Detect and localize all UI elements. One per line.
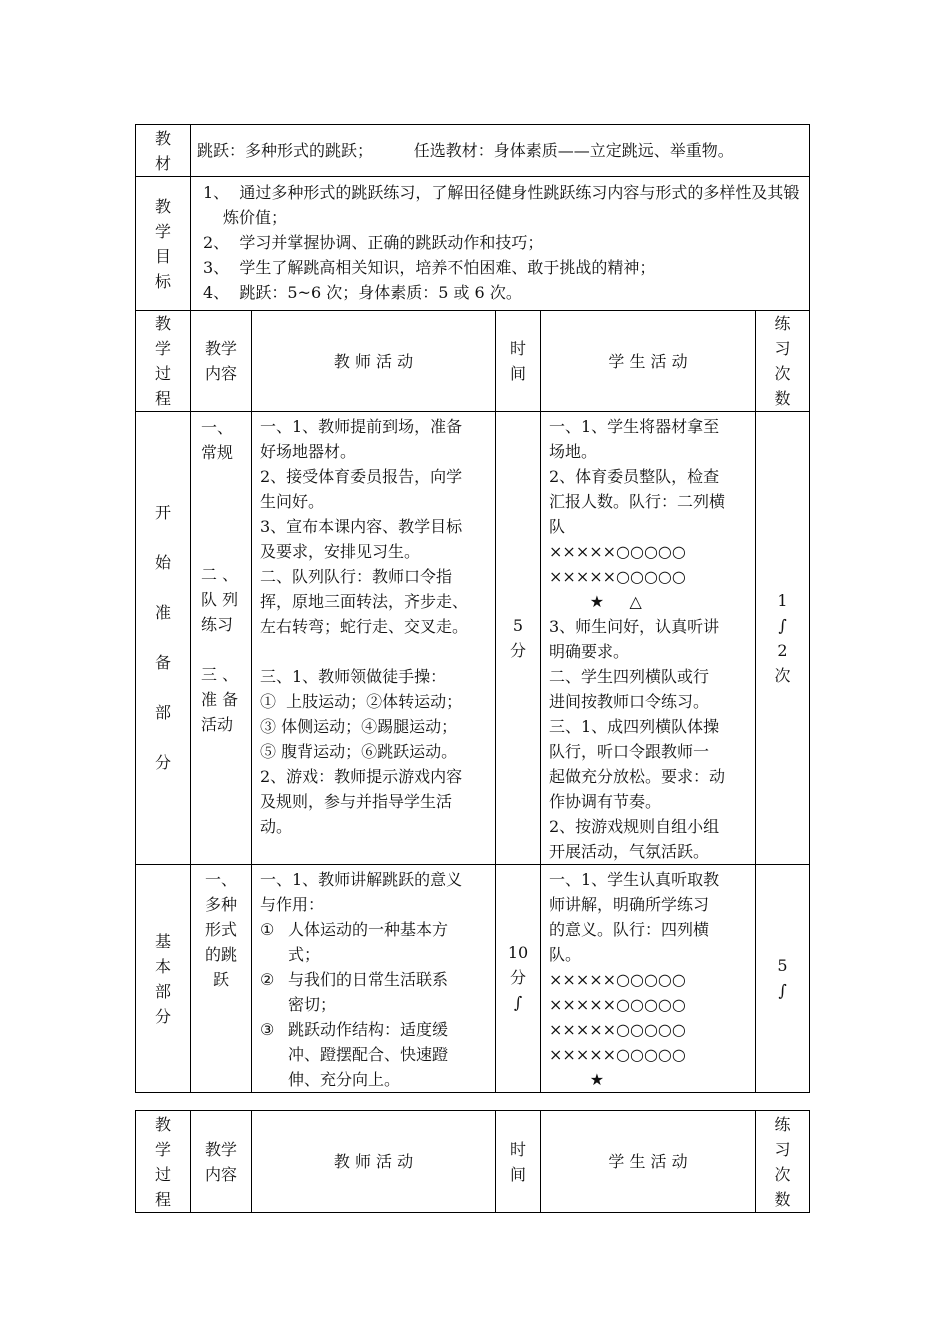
process-label: 教 学 过 程 [136, 311, 191, 412]
formation-row: ×××××○○○○○ [549, 542, 686, 561]
formation-markers: ★ [549, 1070, 605, 1089]
count-header: 练 习 次 数 [756, 311, 810, 412]
teacher-point: ② 与我们的日常生活联系 密切； [260, 970, 449, 1014]
basic-count: 5 ∫ [756, 865, 810, 1093]
time-header: 时 间 [496, 311, 541, 412]
start-section-row [136, 412, 810, 865]
goal-item: 1、 通过多种形式的跳跃练习，了解田径健身性跳跃练习内容与形式的多样性及其锻炼价值； [203, 183, 800, 227]
teacher-point: ① 人体运动的一种基本方 式； [260, 920, 449, 964]
content-routine: 一、 常规 [201, 418, 234, 462]
formation-row: ×××××○○○○○ [549, 970, 686, 989]
goals-row [136, 177, 810, 311]
start-count: 1 ∫ 2 次 [756, 412, 810, 865]
start-section-label: 开 始 准 备 部 分 [136, 412, 191, 865]
count-header: 练 习 次 数 [756, 1111, 810, 1213]
formation-row: ×××××○○○○○ [549, 995, 686, 1014]
teacher-activity-header: 教 师 活 动 [252, 311, 496, 412]
teacher-activity-header: 教 师 活 动 [252, 1111, 496, 1213]
lesson-plan-table [135, 124, 810, 1093]
content-header: 教学 内容 [191, 311, 252, 412]
goal-item: 4、 跳跃：5~6 次；身体素质：5 或 6 次。 [203, 283, 522, 302]
basic-teacher-activity: 一、1、教师讲解跳跃的意义 与作用： ① 人体运动的一种基本方 式； ② 与我们的日常生活联系 密切； ③ 跳跃动作结构：适度缓 冲、蹬摆配合、快速蹬 伸、充分向上。 [252, 865, 496, 1093]
basic-student-activity: 一、1、学生认真听取教 师讲解，明确所学练习 的意义。队行：四列横 队。 ×××××○○○○○ ×××××○○○○○ ×××××○○○○○ ×××××○○○○○ ★ [541, 865, 756, 1093]
process-header-row [136, 1111, 810, 1213]
goals-label: 教 学 目 标 [136, 177, 191, 311]
lesson-plan-table-continued [135, 1110, 810, 1213]
basic-section-row [136, 865, 810, 1093]
content-header: 教学 内容 [191, 1111, 252, 1213]
basic-section-content: 一、 多种 形式 的跳 跃 [191, 865, 252, 1093]
goal-item: 3、 学生了解跳高相关知识，培养不怕困难、敢于挑战的精神； [203, 258, 656, 277]
time-header: 时 间 [496, 1111, 541, 1213]
formation-row: ×××××○○○○○ [549, 1020, 686, 1039]
material-label: 教 材 [136, 125, 191, 177]
student-activity-header: 学 生 活 动 [541, 311, 756, 412]
goal-item: 2、 学习并掌握协调、正确的跳跃动作和技巧； [203, 233, 544, 252]
content-warmup: 三 、 准 备 活动 [201, 665, 239, 734]
start-time: 5 分 [496, 412, 541, 865]
formation-markers: ★ △ [549, 592, 642, 611]
goals-list [191, 177, 810, 311]
formation-row: ×××××○○○○○ [549, 1045, 686, 1064]
content-drill: 二 、 队 列 练习 [201, 565, 239, 634]
material-text: 跳跃：多种形式的跳跃； 任选教材：身体素质——立定跳远、举重物。 [191, 125, 810, 177]
process-header-row [136, 311, 810, 412]
student-activity-header: 学 生 活 动 [541, 1111, 756, 1213]
start-student-activity: 一、1、学生将器材拿至 场地。 2、体育委员整队，检查 汇报人数。队行：二列横 队 ×××××○○○○○ ×××××○○○○○ ★ △ 3、师生问好，认真听讲 明确要求。 二、学生四列横队或行 进间按教师口令练习。 三、1、成四列横队体操 队行，听口令跟教师一 起做充分放松。要求：动 作协调有节奏。 2、按游戏规则自组小组 开展活动，气氛活跃。 [541, 412, 756, 865]
teacher-point: ③ 跳跃动作结构：适度缓 冲、蹬摆配合、快速蹬 伸、充分向上。 [260, 1020, 449, 1089]
basic-section-label: 基 本 部 分 [136, 865, 191, 1093]
basic-time: 10 分 ∫ [496, 865, 541, 1093]
start-teacher-activity: 一、1、教师提前到场，准备 好场地器材。 2、接受体育委员报告，向学 生问好。 3、宣布本课内容、教学目标 及要求，安排见习生。 二、队列队行：教师口令指 挥，原地三面转法，齐步走、 左右转弯；蛇行走、交叉走。 三、1、教师领做徒手操： ① 上肢运动；②体转运动； ③ 体侧运动；④踢腿运动； ⑤ 腹背运动；⑥跳跃运动。 2、游戏：教师提示游戏内容 及规则，参与并指导学生活 动。 [252, 412, 496, 865]
material-row [136, 125, 810, 177]
process-label: 教 学 过 程 [136, 1111, 191, 1213]
formation-row: ×××××○○○○○ [549, 567, 686, 586]
start-section-content [191, 412, 252, 865]
